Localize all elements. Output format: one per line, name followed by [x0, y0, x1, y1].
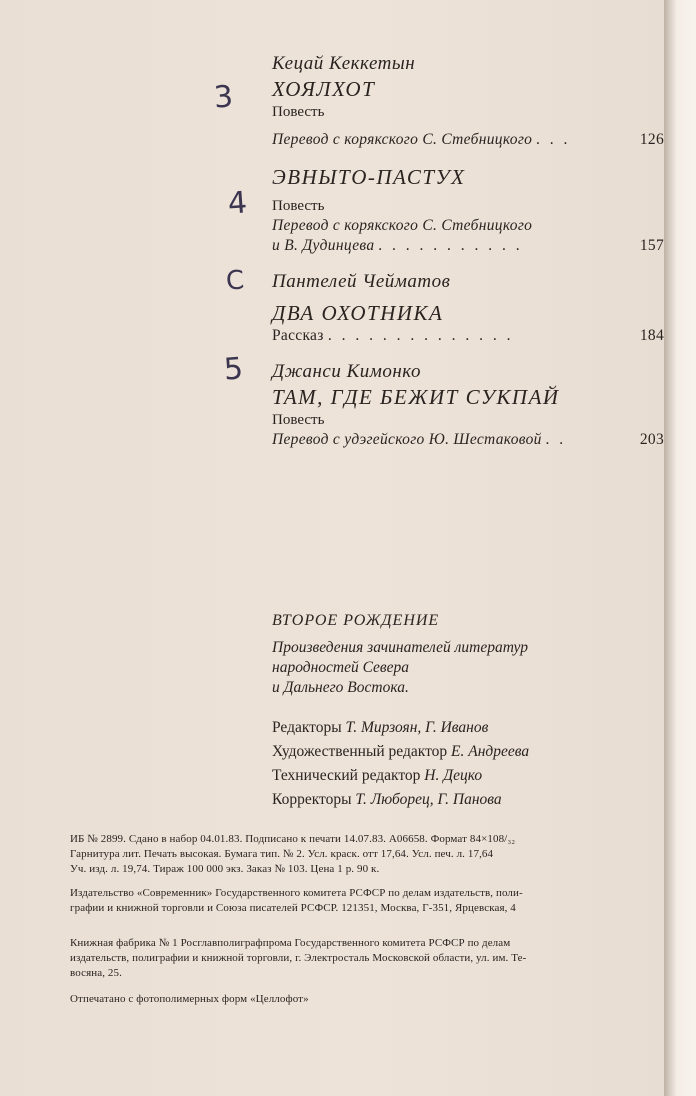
margin-mark-3: С [224, 265, 246, 297]
edition-description-line: народностей Севера [272, 659, 410, 676]
staff-line [272, 764, 592, 788]
staff-line [272, 740, 592, 764]
toc-title: ДВА ОХОТНИКА [272, 301, 444, 325]
toc-page-number: 157 [639, 237, 664, 254]
toc-page-number: 184 [639, 327, 664, 344]
toc-credit: Перевод с удэгейского Ю. Шестаковой [272, 431, 542, 448]
imprint-line: издательств, полиграфии и книжной торговли, г. Электросталь Московской области, ул. им. Те- [70, 952, 527, 964]
imprint-line: Уч. изд. л. 19,74. Тираж 100 000 экз. Заказ № 103. Цена 1 р. 90 к. [70, 863, 380, 875]
staff-line [272, 716, 592, 740]
toc-title: ТАМ, ГДЕ БЕЖИТ СУКПАЙ [272, 385, 560, 409]
toc-entry-line [272, 236, 664, 256]
toc-leader-dots: . . . . . . . . . . . [378, 237, 523, 254]
imprint-publisher [70, 886, 662, 916]
imprint-production [70, 832, 662, 877]
toc-genre: Повесть [272, 104, 325, 120]
edition-block [272, 610, 602, 698]
toc-author: Джанси Кимонко [272, 361, 421, 382]
staff-names: Т. Мирзоян, Г. Иванов [345, 719, 489, 736]
imprint-line: Отпечатано с фотополимерных форм «Целлофот» [70, 993, 309, 1005]
toc-entry-line [272, 326, 664, 346]
staff-names: Н. Децко [424, 767, 483, 784]
edition-title: ВТОРОЕ РОЖДЕНИЕ [272, 612, 440, 629]
toc-leader-dots: . . [545, 431, 567, 448]
toc-author: Кецай Кеккетын [272, 53, 416, 74]
imprint-line: Издательство «Современник» Государственного комитета РСФСР по делам издательств, поли- [70, 887, 523, 899]
toc-title: ЭВНЫТО-ПАСТУХ [272, 165, 466, 189]
imprint-printer [70, 936, 662, 981]
edition-description-line: Произведения зачинателей литератур [272, 639, 528, 656]
margin-mark-4: 5 [222, 351, 245, 388]
imprint-printed-from [70, 992, 662, 1007]
staff-role: Технический редактор [272, 767, 421, 784]
margin-mark-1: 3 [212, 79, 235, 116]
edition-description [272, 638, 602, 698]
imprint-line: графии и книжной торговли и Союза писателей РСФСР. 121351, Москва, Г-351, Ярцевская, 4 [70, 902, 516, 914]
toc-page-number: 126 [639, 131, 664, 148]
toc-genre: Рассказ [272, 327, 324, 344]
staff-names: Т. Люборец, Г. Панова [355, 791, 502, 808]
toc-entry-line [272, 130, 664, 150]
imprint-line: Книжная фабрика № 1 Росглавполиграфпрома Государственного комитета РСФСР по делам [70, 937, 511, 949]
page-edge [664, 0, 696, 1096]
staff-line [272, 788, 592, 812]
staff-role: Корректоры [272, 791, 352, 808]
imprint-line: ИБ № 2899. Сдано в набор 04.01.83. Подписано к печати 14.07.83. А06658. Формат 84×108/₃₂ [70, 833, 516, 845]
table-of-contents [272, 52, 664, 450]
staff-names: Е. Андреева [451, 743, 530, 760]
staff-role: Художественный редактор [272, 743, 448, 760]
margin-mark-2: 4 [226, 185, 249, 222]
toc-entry-line [272, 430, 664, 450]
toc-credit: Перевод с корякского С. Стебницкого [272, 131, 533, 148]
toc-page-number: 203 [639, 431, 664, 448]
toc-leader-dots: . . . . . . . . . . . . . . [327, 327, 514, 344]
toc-credit [272, 216, 664, 236]
toc-genre: Повесть [272, 412, 325, 428]
toc-genre: Повесть [272, 198, 325, 214]
toc-credit-line: Перевод с корякского С. Стебницкого [272, 217, 533, 234]
imprint-line: восяна, 25. [70, 967, 122, 979]
toc-title: ХОЯЛХОТ [272, 77, 376, 101]
edition-description-line: и Дальнего Востока. [272, 679, 409, 696]
toc-author: Пантелей Чейматов [272, 271, 451, 292]
staff-credits [272, 716, 592, 812]
toc-leader-dots: . . . [536, 131, 571, 148]
toc-credit: и В. Дудинцева [272, 237, 375, 254]
staff-role: Редакторы [272, 719, 342, 736]
imprint-line: Гарнитура лит. Печать высокая. Бумага тип. № 2. Усл. краск. отт 17,64. Усл. печ. л. 17,64 [70, 848, 494, 860]
